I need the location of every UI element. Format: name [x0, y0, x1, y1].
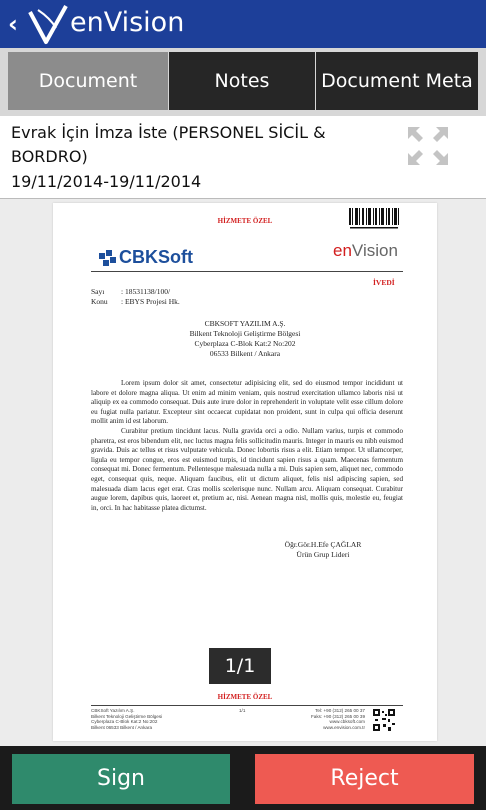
letter-body	[91, 379, 403, 513]
expand-icon[interactable]	[406, 125, 450, 167]
footer-contact	[301, 708, 365, 730]
footer-address	[91, 708, 162, 730]
tab-bar	[0, 48, 486, 116]
document-dates: 19/11/2014-19/11/2014	[11, 172, 202, 191]
recipient-address	[53, 319, 437, 359]
app-header	[0, 0, 486, 48]
back-button[interactable]: ‹	[8, 10, 18, 38]
footer-line: Cyberplaza C-Blok Kat:2 No:202	[91, 719, 158, 725]
sayi-value: : 18531138/100/	[121, 287, 171, 296]
signer-name: Öğr.Gör.H.Efe ÇAĞLAR	[284, 540, 362, 549]
action-bar	[0, 746, 486, 810]
address-line: Bilkent Teknoloji Geliştirme Bölgesi	[189, 329, 301, 338]
header-divider	[91, 271, 403, 272]
company-logo-text	[119, 247, 193, 268]
footer-line: Bilkent 06533 Bilkent / Ankara	[91, 724, 153, 730]
signature-block	[253, 540, 393, 560]
tab-document-meta[interactable]: Document Meta	[316, 52, 478, 110]
footer-line: www.envision.com.tr	[323, 724, 365, 730]
address-line: 06533 Bilkent / Ankara	[209, 349, 281, 358]
confidential-label-top: HİZMETE ÖZEL	[217, 217, 273, 225]
footer-line: CBKSoft Yazılım A.Ş.	[91, 708, 135, 713]
sayi-label: Sayı	[91, 287, 105, 296]
address-line: CBKSOFT YAZILIM A.Ş.	[204, 319, 286, 328]
tab-document[interactable]: Document	[8, 52, 168, 110]
sayi-row	[91, 287, 170, 297]
footer-divider	[91, 705, 403, 706]
qr-code-icon	[373, 709, 395, 731]
konu-value: : EBYS Projesi Hk.	[121, 297, 180, 306]
company-logo-name: CBKSoft	[119, 247, 193, 267]
footer-line: www.cbksoft.com	[329, 719, 365, 725]
document-title: Evrak İçin İmza İste (PERSONEL SİCİL & BORDRO)	[11, 123, 326, 166]
envision-logo-icon	[26, 4, 70, 46]
body-paragraph: Curabitur pretium tincidunt lacus. Nulla gravida orci a odio. Nullam varius, turpis et commodo pharetra, est eros bibendum elit, nec luctus magna felis sollicitudin mauris. Integer in mauris eu nibh euismod gravida. Duis ac tellus et risus vulputate vehicula. Donec lobortis risus a elit. Etiam tempor. Ut ullamcorper, ligula eu tempor congue, eros est euismod turpis, id tincidunt sapien risus a quam. Maecenas fermentum consequat mi. Donec fermentum. Pellentesque malesuada nulla a mi. Duis sapien sem, aliquet nec, commodo eget, consequat quis, neque. Aliquam faucibus, elit ut dictum aliquet, felis nisl adipiscing sapien, sed malesuada diam lacus eget erat. Cras mollis scelerisque nunc. Nullam arcu. Aliquam consequat. Curabitur augue lorem, dapibus quis, laoreet et, pretium ac, nisi. Aenean magna nisl, mollis quis, molestie eu, feugiat in, orci. In hac habitasse platea dictumst.	[91, 426, 403, 512]
footer-page-number: 1/1	[239, 708, 246, 713]
brand-name: enVision	[70, 7, 185, 38]
confidential-label-bottom: HİZMETE ÖZEL	[217, 693, 273, 701]
reject-button[interactable]: Reject	[255, 754, 474, 804]
konu-label: Konu	[91, 297, 108, 306]
tab-notes[interactable]: Notes	[169, 52, 315, 110]
product-logo: enVision	[333, 241, 398, 260]
footer-line: Faks: +90 (312) 265 00 39	[310, 713, 365, 719]
signer-title: Ürün Grup Lideri	[296, 550, 350, 559]
body-paragraph: Lorem ipsum dolor sit amet, consectetur adipisicing elit, sed do eiusmod tempor incididunt ut labore et dolore magna aliqua. Ut enim ad minim veniam, quis nostrud exercitation ullamco laboris nisi ut aliquip ex ea commodo consequat. Duis aute irure dolor in reprehenderit in voluptate velit esse cillum dolore eu fugiat nulla pariatur. Excepteur sint occaecat cupidatat non proident, sunt in culpa qui officia deserunt mollit anim id est laborum.	[91, 379, 403, 426]
footer-line: Tel: +90 (312) 265 00 37	[315, 708, 365, 713]
konu-row	[91, 297, 180, 307]
sign-button[interactable]: Sign	[12, 754, 230, 804]
barcode-icon	[348, 208, 400, 230]
page-indicator: 1/1	[209, 648, 271, 684]
address-line: Cyberplaza C-Blok Kat:2 No:202	[194, 339, 296, 348]
footer-line: Bilkent Teknoloji Geliştirme Bölgesi	[91, 713, 163, 719]
urgency-label: İVEDİ	[373, 278, 395, 287]
